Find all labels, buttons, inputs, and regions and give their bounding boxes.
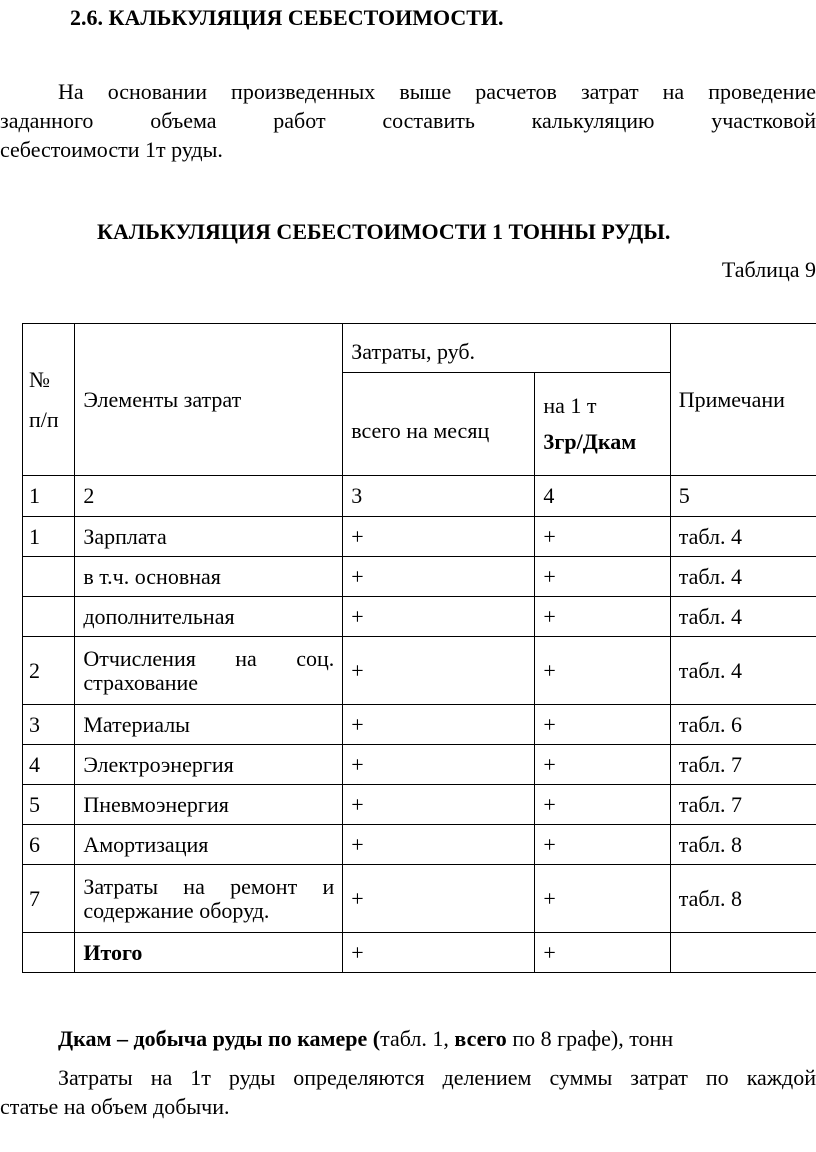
header-per-ton-line-1: на 1 т — [543, 393, 597, 418]
row-per-ton: + — [535, 825, 670, 865]
row-name — [75, 865, 343, 933]
row-per-ton: + — [535, 933, 670, 973]
footer-line-1: Затраты на 1т руды определяются делением суммы затрат по каждой — [58, 1065, 816, 1090]
intro-line-3: себестоимости 1т руды. — [0, 137, 223, 162]
row-month: + — [343, 865, 535, 933]
table-row — [23, 785, 816, 825]
row-num: 6 — [23, 825, 75, 865]
row-name: Материалы — [75, 705, 343, 745]
row-note: табл. 4 — [670, 557, 816, 597]
row-name-line-2: содержание оборуд. — [83, 897, 270, 923]
section-heading: 2.6. КАЛЬКУЛЯЦИЯ СЕБЕСТОИМОСТИ. — [70, 5, 504, 30]
table-row-total — [23, 933, 816, 973]
row-month: + — [343, 517, 535, 557]
intro-line-2: заданного объема работ составить калькуляцию участковой — [0, 108, 816, 133]
header-num-line-2: п/п — [29, 406, 59, 432]
cost-calculation-table — [22, 323, 816, 973]
header-costs-group: Затраты, руб. — [343, 324, 670, 373]
row-name: в т.ч. основная — [75, 557, 343, 597]
dkam-text-2: по 8 графе), тонн — [506, 1026, 674, 1051]
footer-paragraph — [0, 1063, 816, 1121]
row-month: + — [343, 825, 535, 865]
row-note — [670, 933, 816, 973]
header-elements: Элементы затрат — [75, 324, 343, 476]
header-num — [23, 324, 75, 476]
intro-line-1: На основании произведенных выше расчетов затрат на проведение — [58, 79, 816, 104]
row-month: + — [343, 597, 535, 637]
table-row — [23, 517, 816, 557]
row-per-ton: + — [535, 705, 670, 745]
colnum-4: 4 — [535, 476, 670, 517]
table-row — [23, 637, 816, 705]
column-number-row — [23, 476, 816, 517]
row-per-ton: + — [535, 517, 670, 557]
row-month: + — [343, 785, 535, 825]
table-row — [23, 597, 816, 637]
row-per-ton: + — [535, 745, 670, 785]
footer-line-2: статье на объем добычи. — [0, 1094, 230, 1119]
row-month: + — [343, 933, 535, 973]
dkam-bold-1: Дкам – добыча руды по камере ( — [58, 1026, 381, 1051]
row-note: табл. 7 — [670, 745, 816, 785]
row-num: 3 — [23, 705, 75, 745]
row-per-ton: + — [535, 557, 670, 597]
row-num — [23, 597, 75, 637]
table-label: Таблица 9 — [721, 257, 816, 282]
row-num — [23, 557, 75, 597]
dkam-bold-2: всего — [454, 1026, 507, 1051]
row-num: 4 — [23, 745, 75, 785]
row-note: табл. 8 — [670, 825, 816, 865]
header-notes: Примечани — [670, 324, 816, 476]
row-name: дополнительная — [75, 597, 343, 637]
table-row — [23, 865, 816, 933]
row-name-line-1: Отчисления на соц. — [83, 645, 335, 671]
colnum-5: 5 — [670, 476, 816, 517]
row-name-line-1: Затраты на ремонт и — [83, 873, 335, 899]
header-total-month: всего на месяц — [343, 373, 535, 476]
row-num: 5 — [23, 785, 75, 825]
dkam-text-1: табл. 1, — [380, 1026, 455, 1051]
header-per-ton — [535, 373, 670, 476]
row-note: табл. 7 — [670, 785, 816, 825]
row-month: + — [343, 745, 535, 785]
table-title: КАЛЬКУЛЯЦИЯ СЕБЕСТОИМОСТИ 1 ТОННЫ РУДЫ. — [97, 219, 671, 244]
colnum-3: 3 — [343, 476, 535, 517]
colnum-2: 2 — [75, 476, 343, 517]
intro-paragraph — [0, 77, 816, 164]
row-num: 2 — [23, 637, 75, 705]
row-name: Итого — [75, 933, 343, 973]
row-name: Пневмоэнергия — [75, 785, 343, 825]
table-row — [23, 705, 816, 745]
row-note: табл. 4 — [670, 517, 816, 557]
row-name — [75, 637, 343, 705]
table-row — [23, 557, 816, 597]
row-month: + — [343, 705, 535, 745]
row-month: + — [343, 637, 535, 705]
row-num: 7 — [23, 865, 75, 933]
row-per-ton: + — [535, 597, 670, 637]
colnum-1: 1 — [23, 476, 75, 517]
table-row — [23, 745, 816, 785]
row-name: Электроэнергия — [75, 745, 343, 785]
row-name: Зарплата — [75, 517, 343, 557]
row-month: + — [343, 557, 535, 597]
dkam-definition — [58, 1023, 673, 1055]
row-per-ton: + — [535, 785, 670, 825]
row-num: 1 — [23, 517, 75, 557]
row-note: табл. 6 — [670, 705, 816, 745]
row-note: табл. 4 — [670, 597, 816, 637]
row-note: табл. 4 — [670, 637, 816, 705]
row-note: табл. 8 — [670, 865, 816, 933]
table-row — [23, 825, 816, 865]
header-num-line-1: № — [29, 366, 50, 392]
row-name-line-2: страхование — [83, 669, 199, 695]
row-name: Амортизация — [75, 825, 343, 865]
header-per-ton-line-2: 3гр/Дкам — [543, 429, 637, 454]
row-per-ton: + — [535, 865, 670, 933]
row-num — [23, 933, 75, 973]
row-per-ton: + — [535, 637, 670, 705]
